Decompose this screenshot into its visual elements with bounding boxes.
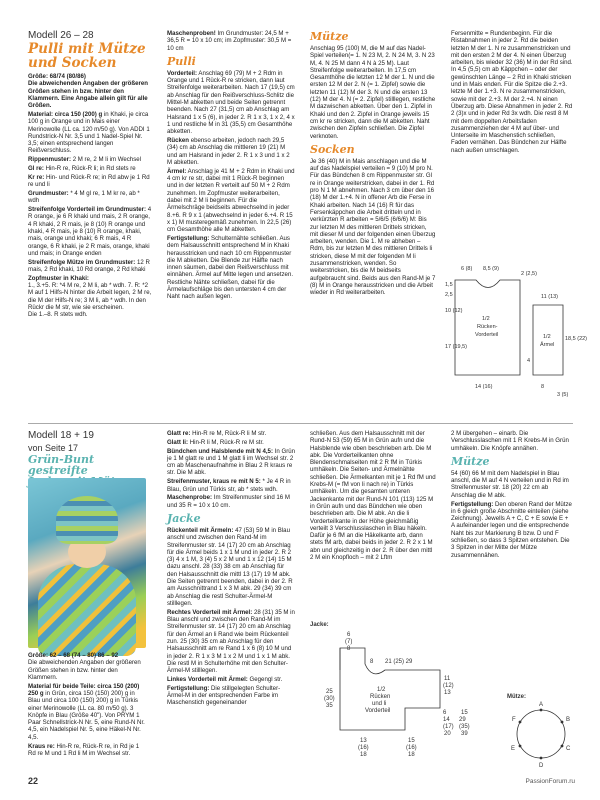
sch-label-2: 2 (2,5) <box>521 271 537 277</box>
jacke-lbl-26: 15 <box>408 738 415 744</box>
streifen-text: * Je 4 R in Blau, Grün und Türkis str, ab * stets wdh. <box>167 478 291 493</box>
bottom-col4-text1: 2 M übergehen – einarb. Die Verschlusslaschen mit 1 R Krebs-M in Grün umhäkeln. Die Knöpfe annähen. <box>451 430 569 452</box>
glatt-text: Hin-R re M, Rück-R li M str. <box>192 430 267 437</box>
pulli-title-line1: Pulli mit Mütze <box>28 41 146 57</box>
jacke-lbl-3: 8 <box>370 659 374 665</box>
jacke-lbl-13: und li <box>372 701 387 707</box>
jacke-lbl-4: 21 (25) 29 <box>385 659 413 665</box>
pulli-schematic <box>445 250 588 410</box>
jacke-lbl-17: (17) <box>443 724 454 730</box>
sch-label-1: 8,5 (9) <box>483 266 499 272</box>
jacke-lbl-22: 39 <box>461 731 468 737</box>
jacke-lbl-8: 25 <box>326 689 333 695</box>
sch-label-5: 10 (12) <box>445 308 463 314</box>
glatt-li-text: Hin-R li M, Rück-R re M str. <box>189 438 264 446</box>
pulli-heading: Pulli <box>167 54 196 68</box>
maschenprobe-text: Im Streifenmuster sind 16 M und 35 R = 10 x 10 cm. <box>167 494 290 509</box>
bottom-col-2 <box>167 430 295 708</box>
jacke-lbl-28: 18 <box>408 752 415 758</box>
jacke-lbl-27: (16) <box>406 745 417 751</box>
sch-label-10: 14 (16) <box>475 384 493 390</box>
rippen-label: Rippenmuster: <box>28 156 71 164</box>
kr-label: Kr re: <box>28 173 45 181</box>
vorderteil-label: Vorderteil: <box>167 69 198 77</box>
muetze-text: Anschlag 95 (100) M, die M auf das Nadel-Spiel verteilen(= 1. N 23 M, 2. N 24 M, 3. N 23 M, 4. N 25 M dann 4 N à 25 M). Laut Streifenfolge weiterarbeiten. In 17,5 cm Gesamthöhe die letzten 12 M der 1. N und die ersten 12 M der 2. N (= 1. Zipfel) sowie die letzten 11 (12) M der 3. N und die ersten 13 (12) M der 4. N (= 2. Zipfel) stilllegen, restliche M dazwischen abketten. Über den 1. Zipfel in Khaki und den 2. Zipfel in Orange jeweils 15 cm kr re stricken, dann die M abketten. Naht zwischen den Zipfeln schließen. Die Zipfel verknoten. <box>310 45 436 140</box>
col4-text: Fersenmitte = Rundenbeginn. Für die Ristabnahmen in jeder 2. Rd die beiden letzten M der 1. N re zusammenstricken und mit den ersten 2 M der 4. N einen Überzug arbeiten, bis wieder 32 (36) M in der Rd sind. In 4,5 (5,5) cm ab Käppchen – oder der gewünschten Länge – 2 Rd in Khaki stricken und in Mais enden. Für die Spitze die 2.+3. letzte M der 1.+3. N re zusammenstricken, sowie mit der 2.+3. M der 2.+4. N einen Überzug arb. Diese Abnahmen in jeder 2. Rd 2 (3)x und in jeder Rd 3x wdh. Die restl 8 M mit dem doppelten Arbeitsfaden zusammenziehen der 4 M auf über- und Unterseite im Maschenstich schließen, Faden vernähen. Das Bündchen zur Hälfte nach außen umschlagen. <box>451 30 573 154</box>
jacke-lbl-7: 13 <box>444 690 451 696</box>
sch-label-0: 6 (8) <box>461 266 473 272</box>
sch-label-3: 1,5 <box>445 282 453 288</box>
streifen-label: Streifenmuster, kraus re mit N 5: <box>167 478 261 486</box>
jacke-lbl-16: 14 <box>443 717 450 723</box>
muetze-dot-e <box>519 745 522 748</box>
zopf-end: Die 1.–8. R stets wdh. <box>28 311 88 319</box>
jacke-lbl-21: (35) <box>459 724 470 730</box>
site-watermark: PassionForum.ru <box>525 778 575 785</box>
muetze-pt-c: C <box>566 746 571 752</box>
ruecken-text: ebenso arbeiten, jedoch nach 29,5 (34) cm ab Anschlag die mittleren 19 (21) M und am Halsrand in jeder 2. R 1 x 3 und 1 x 2 M abketten. <box>167 137 290 166</box>
jacke-lbl-24: (16) <box>358 745 369 751</box>
groesse-label: Größe: 68/74 (80/86) <box>28 73 86 80</box>
kr-text: Hin- und Rück-R re; in Rd abw je 1 Rd re und li <box>28 173 150 189</box>
maschenprobe-label: Maschenprobe: <box>167 494 213 502</box>
muetze-pt-b: B <box>566 717 571 723</box>
jacke-lbl-25: 18 <box>360 752 367 758</box>
grund-text: * 4 M gl re, 1 M kr re, ab * wdh <box>28 189 140 205</box>
muetze-dot-d <box>540 757 543 760</box>
sch-label-4: 2,5 <box>445 292 453 298</box>
jacke-lbl-20: 29 <box>459 717 466 723</box>
glatt-label: Glatt re: <box>167 430 191 437</box>
photo-hat <box>56 496 118 544</box>
kraus-label: Kraus re: <box>28 742 55 750</box>
rippen-text: 2 M re, 2 M li im Wechsel <box>72 156 141 164</box>
zopf-label: Zopfmuster in Khaki: <box>28 274 89 282</box>
glatt-li-label: Glatt li: <box>167 438 188 446</box>
socken-text: Je 36 (40) M in Mais anschlagen und die M auf das Nadelspiel verteilen = 9 (10) M pro N. Für das Bündchen 8 cm Rippenmuster str. Gl re in Orange weiterstricken, dabei in der 1. Rd pro N 1 M abnehmen. Nach 3 cm über den 16 (18) M der 1.+4. N in offener Arb die Ferse in Khaki arbeiten. Nach 14 (16) R für das Fersenkäppchen die Arbeit dritteln und in verkürzten R arbeiten = 5/6/5 (6/6/6) M: Bis zur letzten M des mittleren Drittels stricken, mit dieser M und der folgenden einen Überzug arbeiten, wenden. Die 1. M re abheben – Rdm, bis zur letzten M des mittleren Drittels li stricken, diese M mit der folgenden M li zusammenstricken, wenden. So weiterstricken, bis die M beidseits aufgebraucht sind. Beids aus den Rand-M je 7 (8) M in Orange herausstricken und die Arbeit wieder in Rd weiterarbeiten. <box>310 157 436 297</box>
jacke-heading: Jacke <box>167 511 201 525</box>
page-number: 22 <box>28 776 39 786</box>
maschen-text: Im Grundmuster: 24,5 M + 36,5 R = 10 x 10 cm; im Zopfmuster: 30,5 M = 10 cm <box>167 30 292 52</box>
vorderteil-text: Anschlag 69 (79) M + 2 Rdm in Orange und 1 Rück-R re stricken, dann laut Streifenfolge weiterarbeiten. Nach 17 (19,5) cm ab Anschlag für den Reißverschluss-Schlitz die Mittel-M abketten und beide Seiten getrennt beenden. Nach 27 (31,5) cm ab Anschlag am Halsrand 1 x 5 (6), in jeder 2. R 1 x 3, 1 x 2, 4 x 1 und restliche M in 31 (35,5) cm Gesamthöhe abketten. <box>167 69 295 136</box>
bottom-col-3 <box>310 430 436 563</box>
jacke-lbl-9: (30) <box>324 696 335 702</box>
muetze-sch-title: Mütze: <box>507 694 526 700</box>
jacke-lbl-12: Rücken <box>370 694 391 700</box>
top-col-2 <box>167 30 295 302</box>
fertig2-label: Fertigstellung: <box>167 684 210 692</box>
linkes-text: Gegengl str. <box>249 675 283 683</box>
fertig3-text: Den oberen Rand der Mütze in 6 gleich große Abschnitte einteilen (siehe Zeichnung). Jewells A + C, C + E sowie E + A aufeinander legen und die entsprechende Naht bis zur Markierung B bzw. D und F schließen, so dass 3 Spitzen entstehen. Die 3 Spitzen in der Mitte der Mütze zusammennähen. <box>451 500 572 559</box>
rueckenteil-label: Rückenteil mit Ärmeln: <box>167 526 234 534</box>
bottom-col-1 <box>28 430 148 454</box>
socken-heading: Socken <box>310 142 355 156</box>
rueckenteil-text: 47 (53) 59 M in Blau anschl und zwischen den Rand-M im Streifenmuster str. 14 (17) 20 cm ab Anschlag für die Ärmel beids 1 x 1 M und in jeder 2. R 2 (3) 4 x 1 M, 3 (4) 5 x 2 M und 1 x 12 (14) 15 M dazu anschl. 28 (33) 38 cm ab Anschlag für den Halsausschnitt die mittl 13 (17) 19 M abk. Die Seiten getrennt beenden, dabei in der 2. R am Ausschnittrand 1 x 3 M abk. 29 (34) 39 cm ab Anschlag die restl Schulter-Ärmel-M stilllegen. <box>167 526 293 607</box>
streifen1-label: Streifenfolge Vorderteil im Grundmuster: <box>28 206 147 214</box>
jacke-lbl-10: 35 <box>326 703 333 709</box>
jacke-lbl-15: 6 <box>443 710 447 716</box>
jacke-lbl-19: 15 <box>461 710 468 716</box>
buend-label: Bündchen und Halsblende mit N 4,5: <box>167 447 273 455</box>
material-label: Material: circa 150 (200) g <box>28 110 103 118</box>
muetze-dot-c <box>561 745 564 748</box>
bottom-col-1-text <box>28 652 148 759</box>
muetze-circle <box>517 710 565 758</box>
groesse2-text: Die abweichenden Angaben der größeren Größen stehen in bzw. hinter den Klammern. <box>28 659 141 681</box>
muetze-pt-a: A <box>539 702 544 708</box>
photo-jacket <box>38 564 136 656</box>
muetze2-text: 54 (60) 66 M mit dem Nadelspiel in Blau anschl, die M auf 4 N verteilen und in Rd im Streifenmuster str. 18 (20) 22 cm ab Anschlag die M abk. <box>451 469 569 499</box>
pulli-title-line2: und Socken <box>28 55 117 71</box>
jacke-lbl-6: (12) <box>443 683 454 689</box>
section-divider <box>28 423 573 424</box>
groesse-text: Die abweichenden Angaben der größeren Größen stehen in bzw. hinter den Klammern. Eine Angabe allein gilt für alle Größen. <box>28 80 148 110</box>
streifen2-text: 12 R mais, 2 Rd khaki, 10 Rd orange, 2 Rd khaki <box>28 258 150 273</box>
top-col-1 <box>28 30 152 320</box>
muetze-dot-f <box>519 721 522 724</box>
material-text: in Khaki, je circa 100 g in Orange und in Mais einer Merinowolle (LL ca. 120 m/50 g). Von ADDI 1 Rundstrick-N Nr. 3,5 und 1 Nadel-Spiel Nr. 3,5; einen entsprechend langen Reißverschluss. <box>28 110 150 155</box>
aermel-text: Anschlag je 41 M + 2 Rdm in Khaki und 4 cm kr re str, dabei mit 1 Rück-R beginnen und in der letzten R verteilt auf 50 M + 2 Rdm zunehmen. Im Zopfmuster weiterarbeiten, dabei mit 2 M li beginnen. Für die Ärmelschräge beidseits abwechselnd in jeder 8.+6. R 9 x 1 (abwechselnd in jeder 6.+4. R 15 x 1) M musteregemäß zunehmen. In 22,5 (26) cm Gesamthöhe alle M abketten. <box>167 167 295 234</box>
sch-label-15: 4 <box>527 358 531 364</box>
muetze-heading: Mütze <box>310 30 349 43</box>
rechtes-label: Rechtes Vorderteil mit Ärmel: <box>167 608 253 616</box>
sch-label-12: 1/2 <box>543 334 551 340</box>
modell-18-heading: Modell 18 + 19 <box>28 430 94 441</box>
zopf-text: 1., 3.+5. R: *4 M re, 2 M li, ab * wdh. 7. R: *2 M auf 1 Hilfs-N hinter die Arbeit legen, 2 M re, die M der Hilfs-N re; 3 M li, ab * wdh. In den Rückr die M str, wie sie erscheinen. <box>28 282 152 311</box>
streifen2-label: Streifenfolge Mütze im Grundmuster: <box>28 258 136 266</box>
sch-label-8: Rücken- <box>477 324 498 330</box>
jacke-lbl-2: 8 <box>347 646 351 652</box>
jacke-title-1: Grün-Bunt gestreifte <box>28 453 95 477</box>
muetze-dot-b <box>561 721 564 724</box>
baby-photo <box>28 478 146 648</box>
von-seite: von Seite 17 <box>28 443 79 453</box>
streifen1-text: 4 R orange, je 6 R khaki und mais, 2 R orange, 4 R khaki, 2 R mais, je 8 (10) R orange und khaki, 4 R mais, je 8 (10) R orange, khaki, mais, orange und khaki; 6 R mais, 4 R orange, 6 R khaki, je 2 R mais, orange, khaki und mais; in Orange enden <box>28 206 152 257</box>
groesse2-label: Größe: 62 – 68 (74 – 80) 86 – 92 <box>28 652 119 659</box>
jacke-lbl-11: 1/2 <box>377 687 386 693</box>
jacke-lbl-5: 11 <box>444 676 451 682</box>
muetze2-heading: Mütze <box>451 454 490 468</box>
kraus-text: Hin-R re, Rück-R re, in Rd je 1 Rd re M und 1 Rd li M im Wechsel str. <box>28 742 140 757</box>
top-col-4 <box>451 30 573 156</box>
maschen-label: Maschenproben! <box>167 30 216 37</box>
fertig3-label: Fertigstellung: <box>451 500 494 508</box>
bottom-col3-text: schließen. Aus dem Halsausschnitt mit der Rund-N 53 (59) 65 M in Grün aufn und die Halsblende wie oben beschrieben arb. Die M abk. Die Vorderteilkanten ohne Blendenschmalseiten mit 2 R fM in Türkis umhäkeln. Die Seiten- und Ärmelnähte schließen. Die Ärmelkanten mit je 1 Rd fM und Krebs-M (= fM von li nach re) in Türkis umhäkeln. Um die gesamten unteren Jackenkante mit der Rund-N 101 (113) 125 M in Grün aufn und das Bündchen wie oben beschrieben arb. Die M abk. An die li Vorderteilkante in der Höhe gleichmäßig verteilt 3 Verschlusslaschen in Blau häkeln. Dafür je 6 fM an die Häkelkante arb, dann stets fM arb, dabei beids in jeder 2. R 2 x 1 M abn und gleichzeitig in der 2. R über den mittl 2 M ein Knopfloch – mit 2 Lftm <box>310 430 436 562</box>
muetze-pt-e: E <box>511 746 516 752</box>
gl-text: Hin-R re, Rück-R li; in Rd stets re <box>45 165 136 173</box>
grund-label: Grundmuster: <box>28 189 69 197</box>
rechtes-text: 28 (31) 35 M in Blau anschl und zwischen den Rand-M im Streifenmuster str. 14 (17) 20 cm ab Anschlag für den Ärmel an li Rand wie beim Rückenteil zun. 25 (30) 35 cm ab Anschlag für den Halsausschnitt am re Rand 1 x 6 (8) 10 M und in jeder 2. R 1 x 3 M 1 x 2 M und 1 x 1 M abk. Die restl M in Schulterhöhe mit den Schulter-Ärmel-M stilllegen. <box>167 608 295 675</box>
jacke-lbl-0: 6 <box>347 632 351 638</box>
muetze-schematic <box>505 690 577 770</box>
jacke-sch-title: Jacke: <box>310 622 329 628</box>
modell-heading: Modell 26 – 28 <box>28 30 94 41</box>
sch-label-7: 1/2 <box>482 316 490 322</box>
sch-label-6: 17 (19,5) <box>445 344 468 350</box>
muetze-pt-d: D <box>539 763 544 769</box>
muetze-dot-a <box>540 709 543 712</box>
material2-label: Material für beide Teile: circa 150 (200) 250 g <box>28 682 140 697</box>
sch-label-17: 3 (5) <box>557 392 569 398</box>
fertig-label: Fertigstellung: <box>167 234 210 242</box>
jacke-lbl-23: 13 <box>360 738 367 744</box>
linkes-label: Linkes Vorderteil mit Ärmel: <box>167 675 248 683</box>
jacke-lbl-14: Vorderteil <box>365 708 391 714</box>
jacke-schematic <box>310 618 470 768</box>
sch-label-16: 8 <box>541 384 545 390</box>
sch-label-13: Ärmel <box>540 342 555 348</box>
muetze-pt-f: F <box>512 717 516 723</box>
sch-label-9: Vorderteil <box>475 332 499 338</box>
buend-text: In Grün je 1 M glatt re und 1 M glatt li im Wechsel str. 2 cm ab Maschenaufnahme in Blau 2 R kraus re str. Die M abk. <box>167 447 296 477</box>
fertig-text: Schulternähte schließen. Aus dem Halsausschnitt entsprechend M in Khaki herausstricken und nach 10 cm Rippenmuster die M abketten. Die Blende zur Hälfte nach innen säumen, dabei den Reißverschluss mit einnähen. Ärmel auf Mitte legen und ansetzen. Restliche Nähte schließen, dabei für die Ärmelaufschläge bis den untersten 4 cm der Naht nach außen legen. <box>167 234 294 301</box>
material2-text: in Grün, circa 150 (150) 200) g in Blau und circa 100 (150) 200) g in Türkis einer Merinowolle (LL ca. 80 m/50 g). 3 Knöpfe in Blau (Größe 40"). Von PRYM 1 Paar Schnellstrick-N Nr. 5, eine Rund-N Nr. 4,5, ein Nadelspiel Nr. 5, eine Häkel-N Nr. 4,5. <box>28 689 145 741</box>
sch-label-14: 18,5 (22) <box>565 336 588 342</box>
jacke-lbl-18: 20 <box>444 731 451 737</box>
gl-label: Gl re: <box>28 165 44 173</box>
top-col-3 <box>310 30 436 298</box>
fertig2-text: Die stillgelegten Schulter-Ärmel-M in der entsprechenden Farbe im Maschenstich gegeneinander <box>167 684 281 707</box>
sch-label-11: 11 (13) <box>541 294 559 300</box>
aermel-label: Ärmel: <box>167 167 187 175</box>
ruecken-label: Rücken <box>167 137 190 145</box>
jacke-lbl-1: (7) <box>345 639 353 645</box>
bottom-col-4 <box>451 430 573 560</box>
